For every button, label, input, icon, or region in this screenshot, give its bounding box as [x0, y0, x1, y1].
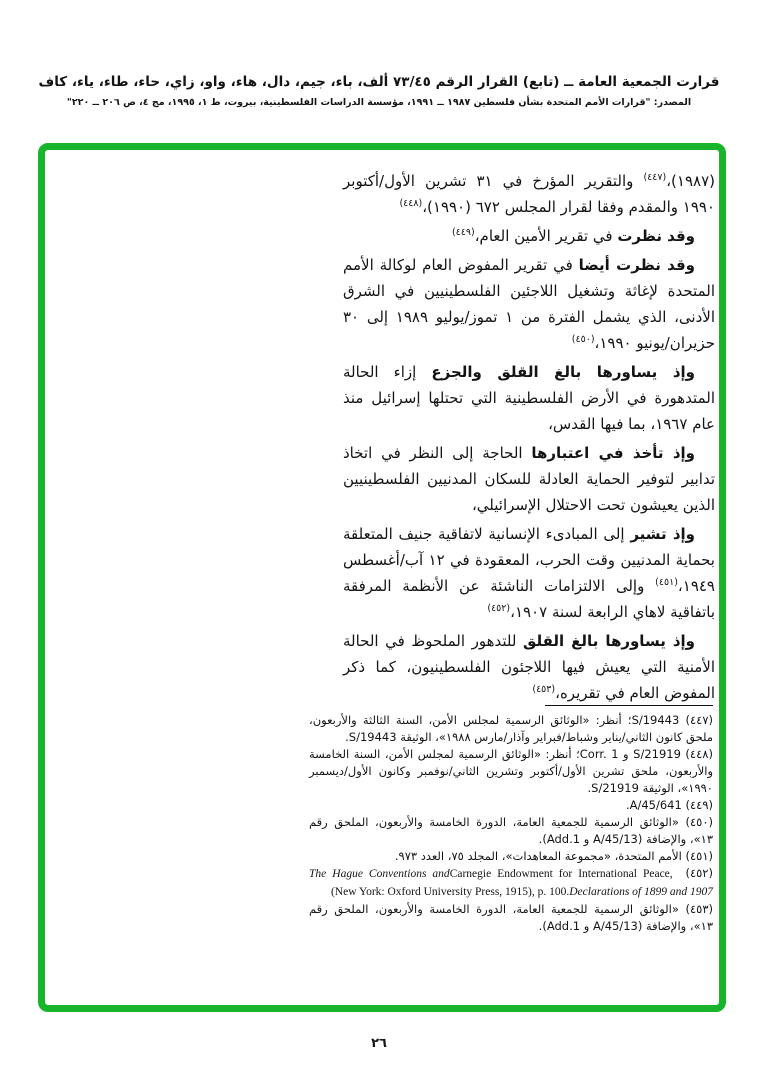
resolution-body-text	[343, 168, 715, 709]
footnote-ref: (٤٤٧)	[643, 172, 667, 183]
footnote-ref: (٤٥٢)	[487, 603, 511, 614]
footnote-separator	[545, 705, 713, 706]
header-title: قرارت الجمعية العامة ــ (تابع) القرار الرقم ٧٣/٤٥ ألف، باء، جيم، دال، هاء، واو، زاي، حاء، طاء، ياء، كاف	[38, 74, 720, 90]
latin-citation-text: (New York: Oxford University Press, 1915), p. 100.	[328, 886, 570, 898]
footnote-ref: (٤٥٣)	[532, 684, 556, 695]
paragraph-lead: وإذ تأخذ في اعتبارها	[531, 444, 695, 462]
footnote-ref: (٤٥٠)	[571, 334, 595, 345]
header-source-line: المصدر: "قرارات الأمم المتحدة بشأن فلسطين ١٩٨٧ ــ ١٩٩١، مؤسسة الدراسات الفلسطينية، بيروت، ط ١، ١٩٩٥، مج ٤، ص ٢٠٦ ــ ٢٢٠"	[66, 97, 692, 108]
footnote-ref: (٤٤٩)	[451, 227, 475, 238]
paragraph-lead: وقد نظرت	[617, 227, 695, 245]
body-paragraph: وقد نظرت أيضا في تقرير المفوض العام لوكالة الأمم المتحدة لإغاثة وتشغيل اللاجئين الفلسطينيين في الشرق الأدنى، الذي يشمل الفترة من ١ تموز/يوليو ١٩٨٩ إلى ٣٠ حزيران/يونيو ١٩٩٠،$^{(٤٥٠)}$	[343, 256, 715, 352]
body-paragraph: وإذ تأخذ في اعتبارها الحاجة إلى النظر في اتخاذ تدابير لتوفير الحماية العادلة للسكان المدنيين الفلسطينيين الذين يعيشون تحت الاحتلال الإسرائيلي،	[343, 444, 715, 514]
footnote-ref: (٤٥١)	[655, 577, 678, 588]
latin-citation-text: Carnegie Endowment for International Peace,	[449, 868, 679, 880]
body-paragraph: وإذ تشير إلى المبادىء الإنسانية لاتفاقية جنيف المتعلقة بحماية المدنيين وقت الحرب، المعقودة في ١٢ آب/أغسطس ١٩٤٩،$^{(٤٥١)}$ وإلى الالتزامات الناشئة عن الأنظمة المرفقة باتفاقية لاهاي الرابعة لسنة ١٩٠٧،$^{(٤٥٢)}$	[343, 525, 715, 621]
body-paragraph: وقد نظرت في تقرير الأمين العام،$^{(٤٤٩)}$	[451, 227, 695, 245]
paragraph-lead: وإذ يساورها بالغ القلق	[522, 632, 695, 650]
footnote-item: (٤٥٢) Carnegie Endowment for International Peace, The Hague Conventions and Declarations of 1899 and 1907 (New York: Oxford University Press, 1915), p. 100.	[309, 866, 713, 898]
footnote-item: (٤٤٩) A/45/641.	[625, 798, 713, 812]
page-header	[0, 74, 758, 108]
footnote-item: (٤٥١) الأمم المتحدة، «مجموعة المعاهدات»، المجلد ٧٥، العدد ٩٧٣.	[394, 849, 713, 863]
footnote-item: (٤٤٨) S/21919 و Corr. 1؛ أنظر: «الوثائق الرسمية لمجلس الأمن، السنة الخامسة والأربعون، ملحق تشرين الأول/أكتوبر وتشرين الثاني/نوفمبر وكانون الأول/ديسمبر ١٩٩٠»، الوثيقة S/21919.	[309, 747, 713, 795]
body-paragraph: وإذ يساورها بالغ القلق والجزع إزاء الحالة المتدهورة في الأرض الفلسطينية التي تحتلها إسرائيل منذ عام ١٩٦٧، بما فيها القدس،	[343, 363, 715, 433]
footnotes-section	[309, 712, 713, 935]
footnote-ref: (٤٤٨)	[399, 198, 423, 209]
footnote-item: (٤٤٧) S/19443؛ أنظر: «الوثائق الرسمية لمجلس الأمن، السنة الثالثة والأربعون، ملحق كانون الثاني/يناير وشباط/فبراير وآذار/مارس ١٩٨٨»، الوثيقة S/19443.	[309, 713, 713, 744]
body-paragraph: وإذ يساورها بالغ القلق للتدهور الملحوظ في الحالة الأمنية التي يعيش فيها اللاجئون الفلسطينيون، كما ذكر المفوض العام في تقريره،$^{(٤٥٣)}$	[343, 632, 715, 702]
paragraph-lead: وإذ يساورها بالغ القلق والجزع	[431, 363, 695, 381]
paragraph-lead: وإذ تشير	[630, 525, 695, 543]
footnote-item: (٤٥٣) «الوثائق الرسمية للجمعية العامة، الدورة الخامسة والأربعون، الملحق رقم ١٣»، والإضافة (A/45/13 و Add.1).	[309, 902, 713, 933]
body-paragraph: (١٩٨٧)،$^{(٤٤٧)}$ والتقرير المؤرخ في ٣١ تشرين الأول/أكتوبر ١٩٩٠ والمقدم وفقا لقرار المجلس ٦٧٢ (١٩٩٠)،$^{(٤٤٨)}$	[343, 172, 715, 216]
page-number: ٢٦	[371, 1036, 387, 1051]
latin-citation-text: The Hague Conventions and Declarations of 1899 and 1907	[309, 868, 713, 898]
footnote-item: (٤٥٠) «الوثائق الرسمية للجمعية العامة، الدورة الخامسة والأربعون، الملحق رقم ١٣»، والإضافة (A/45/13 و Add.1).	[309, 815, 713, 846]
paragraph-lead: وقد نظرت أيضا	[578, 256, 695, 274]
